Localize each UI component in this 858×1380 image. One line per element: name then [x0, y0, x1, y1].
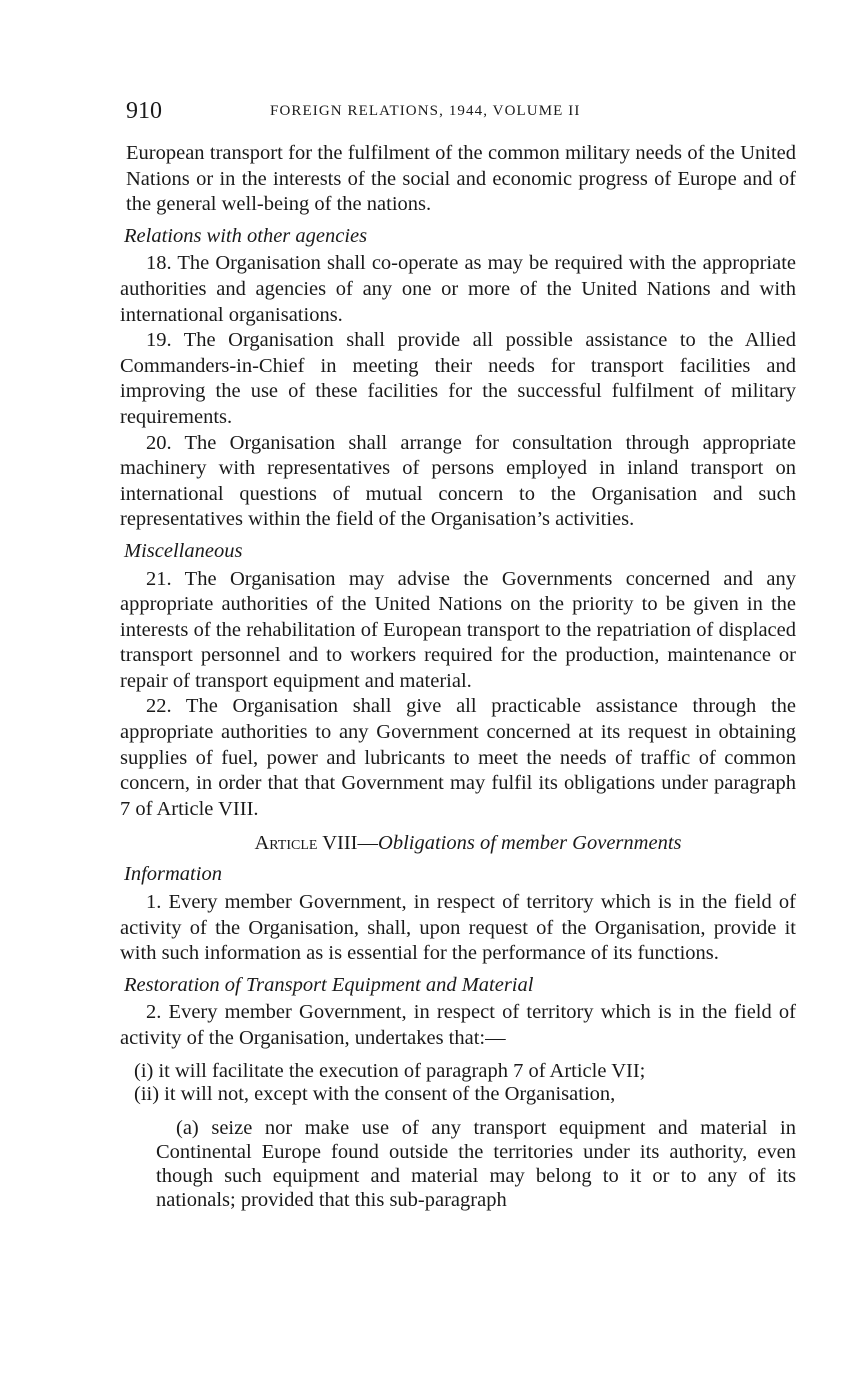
article-subtitle: Obligations of member Governments	[378, 832, 682, 855]
document-body	[120, 141, 796, 1212]
running-head: FOREIGN RELATIONS, 1944, VOLUME II	[270, 103, 581, 119]
paragraph-18: 18. The Organisation shall co-operate as may be required with the appropriate authorities and agencies of any one or more of the United Nations and with international organisations.	[120, 252, 796, 326]
article-label: Article	[254, 832, 318, 855]
article-title	[120, 830, 796, 856]
section-heading-miscellaneous: Miscellaneous	[124, 539, 243, 562]
article-number: VIII—	[322, 832, 379, 855]
sub-paragraph-a: (a) seize nor make use of any transport equipment and material in Continental Europe found outside the territories under its authority, even though such equipment and material may belong to it or to any of its nationals; provided that this sub-paragraph	[156, 1116, 796, 1211]
article-paragraph-1: 1. Every member Government, in respect of territory which is in the field of activity of the Organisation, shall, upon request of the Organisation, provide it with such information as is essential for the performance of its functions.	[120, 891, 796, 965]
paragraph-19: 19. The Organisation shall provide all possible assistance to the Allied Commanders-in-Chief in meeting their needs for transport facilities and improving the use of these facilities for the successful fulfilment of military requirements.	[120, 329, 796, 428]
section-heading-relations: Relations with other agencies	[124, 224, 368, 247]
section-heading-information: Information	[124, 863, 222, 886]
continuation-paragraph: European transport for the fulfilment of the common military needs of the United Nations or in the interests of the social and economic progress of Europe and of the general well-being of the nations.	[126, 142, 796, 216]
page-number: 910	[126, 98, 162, 124]
list-item-ii: (ii) it will not, except with the consent of the Organisation,	[134, 1082, 616, 1105]
list-item-i: (i) it will facilitate the execution of paragraph 7 of Article VII;	[134, 1059, 646, 1082]
paragraph-22: 22. The Organisation shall give all practicable assistance through the appropriate authorities to any Government concerned at its request in obtaining supplies of fuel, power and lubricants to meet the needs of traffic of common concern, in order that that Government may fulfil its obligations under paragraph 7 of Article VIII.	[120, 695, 796, 820]
paragraph-21: 21. The Organisation may advise the Governments concerned and any appropriate authorities of the United Nations on the priority to be given in the interests of the rehabilitation of European transport to the repatriation of displaced transport personnel and to workers required for the production, maintenance or repair of transport equipment and material.	[120, 567, 796, 692]
page-header	[126, 96, 798, 126]
paragraph-20: 20. The Organisation shall arrange for consultation through appropriate machinery with representatives of persons employed in inland transport on international questions of mutual concern to the Organisation and such representatives within the field of the Organisation’s activities.	[120, 431, 796, 531]
undertakings-list	[134, 1060, 796, 1106]
article-paragraph-2: 2. Every member Government, in respect of territory which is in the field of activity of the Organisation, undertakes that:—	[120, 1001, 796, 1049]
section-heading-restoration: Restoration of Transport Equipment and Material	[124, 973, 534, 996]
